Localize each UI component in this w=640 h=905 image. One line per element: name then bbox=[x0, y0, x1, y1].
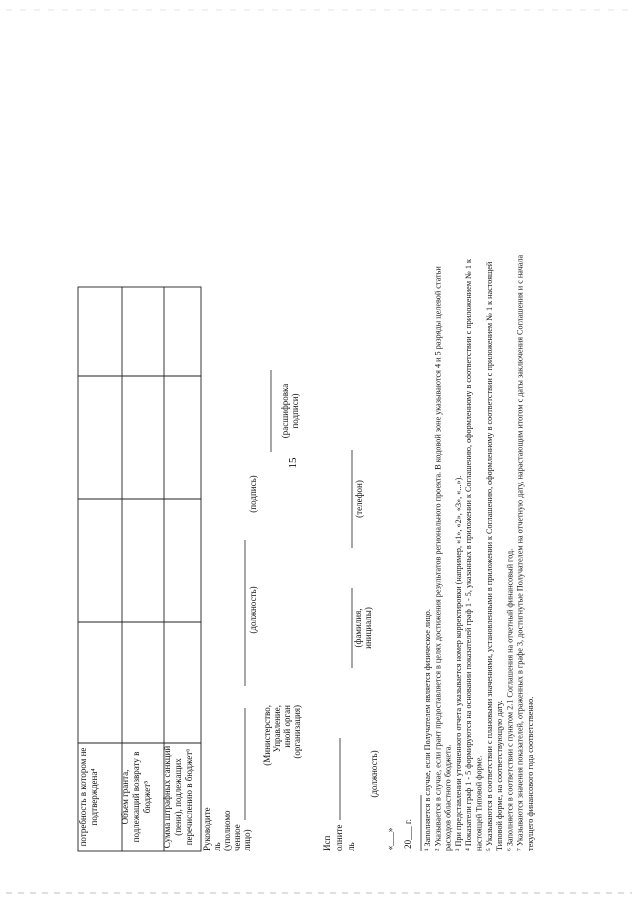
phone-label: (телефон) bbox=[354, 480, 364, 518]
head-label-line: ченное bbox=[232, 824, 242, 851]
head-label-line: (уполномо bbox=[222, 810, 232, 851]
head-label bbox=[202, 807, 252, 851]
table-row-label: подтверждена⁴ bbox=[89, 768, 99, 826]
footnote-line: расходов областного бюджета. bbox=[443, 744, 453, 851]
executor-label bbox=[322, 825, 356, 851]
footnote-line: текущего финансового года соответственно. bbox=[526, 696, 535, 851]
footnote-line: ⁷ Указываются значения показателей, отраженных в графе 3, достигнутые Получателем на отчетную дату, нарастающим итогом с даты заключения Соглашения и с начала bbox=[515, 254, 525, 851]
table-row-label: Объем гранта, bbox=[120, 769, 130, 825]
footnote-line: ¹ Заполняется в случае, если Получателем является физическое лицо. bbox=[423, 609, 432, 851]
signature-label: (подпись) bbox=[248, 475, 258, 513]
table-row-label: (пени), подлежащих bbox=[173, 758, 183, 836]
footnote-line: ⁶ Заполняется в соответствии с пунктом 2.1 Соглашения на отчетный финансовый год. bbox=[505, 548, 515, 851]
date-year: 20___ г. bbox=[403, 819, 413, 849]
page-number: 15 bbox=[287, 457, 299, 469]
executor-label-line: олните bbox=[334, 824, 344, 851]
footnote-line: ² Указывается в случае, если грант предоставляется в целях достижения результатов регионального проекта. В кодовой зоне указываются 4 и 5 разряды целевой статьи bbox=[433, 266, 443, 851]
executor-position-label: (должность) bbox=[369, 750, 379, 798]
table-row-label: Сумма штрафных санкций bbox=[162, 745, 172, 849]
position-label: (должность) bbox=[248, 586, 258, 634]
head-label-line: ль bbox=[212, 842, 222, 851]
footnote-line: Типовой форме, на соответствующую дату. bbox=[495, 700, 505, 851]
footnotes bbox=[423, 255, 535, 851]
table-row-label: потребность в котором не bbox=[78, 747, 88, 847]
organization-label-line: иной орган bbox=[282, 705, 292, 748]
table-row-label: бюджет⁵ bbox=[142, 780, 152, 814]
executor-label-line: ль bbox=[346, 842, 356, 851]
table-row-label: перечислению в бюджет⁶ bbox=[184, 748, 194, 846]
organization-label bbox=[262, 705, 302, 766]
head-label-line: лицо) bbox=[242, 829, 252, 851]
footnote-line: ³ При представлении уточненного отчета указывается номер корректировки (например, «1», «2», «3», «...»). bbox=[453, 475, 463, 851]
executor-name-label bbox=[353, 607, 373, 649]
decode-label-line: (расшифровка bbox=[280, 383, 290, 439]
organization-label-line: (Министерство, bbox=[262, 705, 272, 766]
table-row-label: подлежащий возврату в bbox=[131, 751, 141, 843]
organization-label-line: Управление, bbox=[272, 705, 282, 753]
footnote-line: настоящей Типовой форме. bbox=[474, 755, 484, 851]
signature-block bbox=[202, 370, 413, 851]
decode-label-line: подписи) bbox=[290, 393, 300, 429]
footnote-line: ⁵ Указываются в соответствии с плановыми значениями, установленными в приложении к Соглашению, оформленному в соответствии с приложением № 1 к настоящей bbox=[484, 261, 494, 851]
executor-label-line: Исп bbox=[322, 835, 332, 851]
table-row-labels bbox=[78, 746, 194, 849]
footnote-line: ⁴ Показатели граф 1 - 5 формируются на основании показателей граф 1 - 5, указанных в приложении к Соглашению, оформленному в соответствии с приложением № 1 к bbox=[464, 258, 474, 851]
organization-label-line: (организация) bbox=[292, 705, 302, 759]
head-label-line: Руководите bbox=[202, 807, 212, 851]
name-label-line: инициалы) bbox=[363, 607, 373, 649]
signature-decode-label bbox=[280, 384, 300, 439]
name-label-line: (фамилия, bbox=[353, 608, 363, 648]
date-day: «___» bbox=[385, 827, 395, 851]
